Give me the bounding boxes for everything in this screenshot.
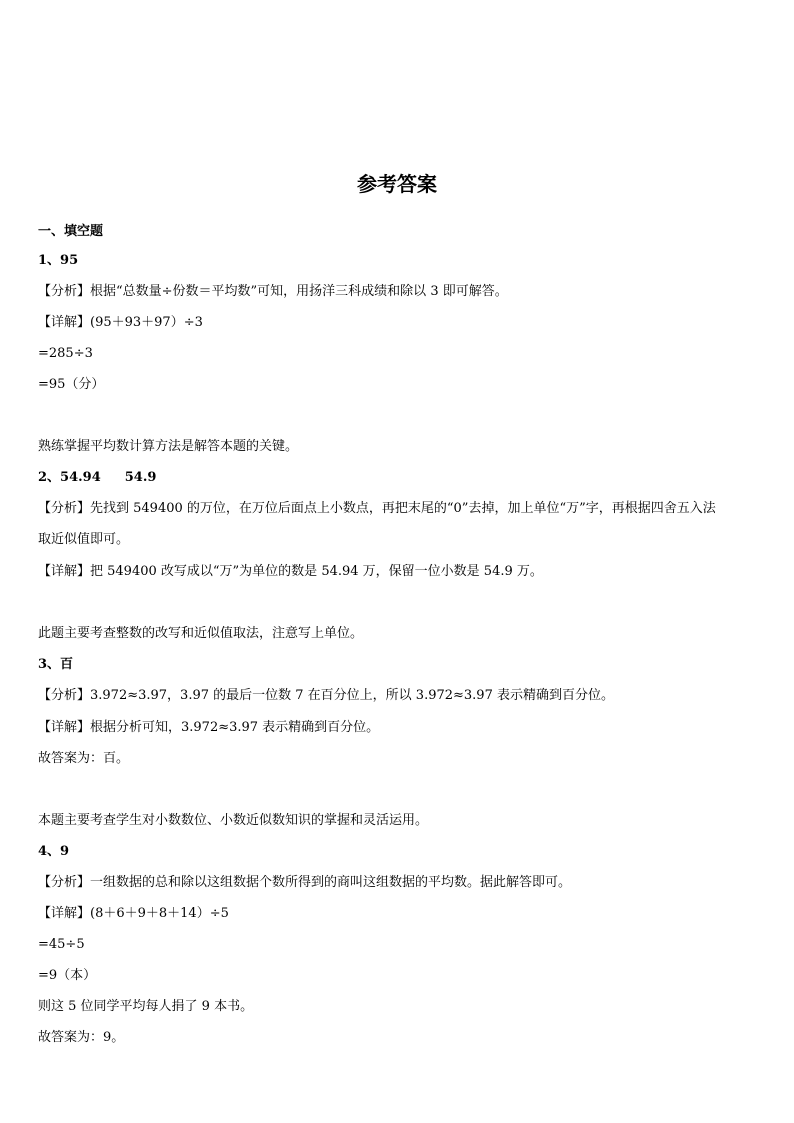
q1-step1: =285÷3: [38, 346, 93, 361]
q3-answer: 3、百: [38, 657, 74, 672]
q4-answer: 4、9: [38, 844, 70, 859]
q3-analysis: 【分析】3.972≈3.97，3.97 的最后一位数 7 在百分位上，所以 3.972≈3.97 表示精确到百分位。: [38, 688, 614, 703]
q4-step1: =45÷5: [38, 937, 85, 952]
q3-summary: 本题主要考查学生对小数数位、小数近似数知识的掌握和灵活运用。: [38, 813, 429, 828]
q2-answer: [38, 469, 156, 487]
q1-step2: =95（分）: [38, 377, 105, 392]
section-heading: 一、填空题: [38, 224, 104, 239]
q3-conclusion: 故答案为：百。: [38, 751, 130, 766]
q1-detail: 【详解】(95＋93＋97）÷3: [38, 315, 203, 330]
q4-step2: =9（本）: [38, 968, 97, 983]
q1-summary: 熟练掌握平均数计算方法是解答本题的关键。: [38, 439, 299, 454]
q4-sentence: 则这 5 位同学平均每人捐了 9 本书。: [38, 999, 254, 1014]
q4-analysis: 【分析】一组数据的总和除以这组数据个数所得到的商叫这组数据的平均数。据此解答即可。: [38, 875, 572, 890]
page-title: 参考答案: [357, 172, 437, 196]
q1-analysis: 【分析】根据“总数量÷份数＝平均数”可知，用扬洋三科成绩和除以 3 即可解答。: [38, 284, 508, 299]
q2-first-answer: 2、54.94: [38, 470, 101, 485]
q4-conclusion: 故答案为：9。: [38, 1030, 125, 1045]
q2-detail: 【详解】把 549400 改写成以“万”为单位的数是 54.94 万，保留一位小数是 54.9 万。: [38, 564, 543, 579]
q2-analysis-line1: 【分析】先找到 549400 的万位，在万位后面点上小数点，再把末尾的“0”去掉，加上单位“万”字，再根据四舍五入法: [38, 501, 716, 516]
q1-answer: 1、95: [38, 253, 79, 268]
q4-detail: 【详解】(8＋6＋9＋8＋14）÷5: [38, 906, 229, 921]
q2-second-answer: 54.9: [124, 470, 157, 485]
q3-detail: 【详解】根据分析可知，3.972≈3.97 表示精确到百分位。: [38, 720, 380, 735]
q2-summary: 此题主要考查整数的改写和近似值取法，注意写上单位。: [38, 626, 364, 641]
q2-analysis-line2: 取近似值即可。: [38, 532, 130, 547]
